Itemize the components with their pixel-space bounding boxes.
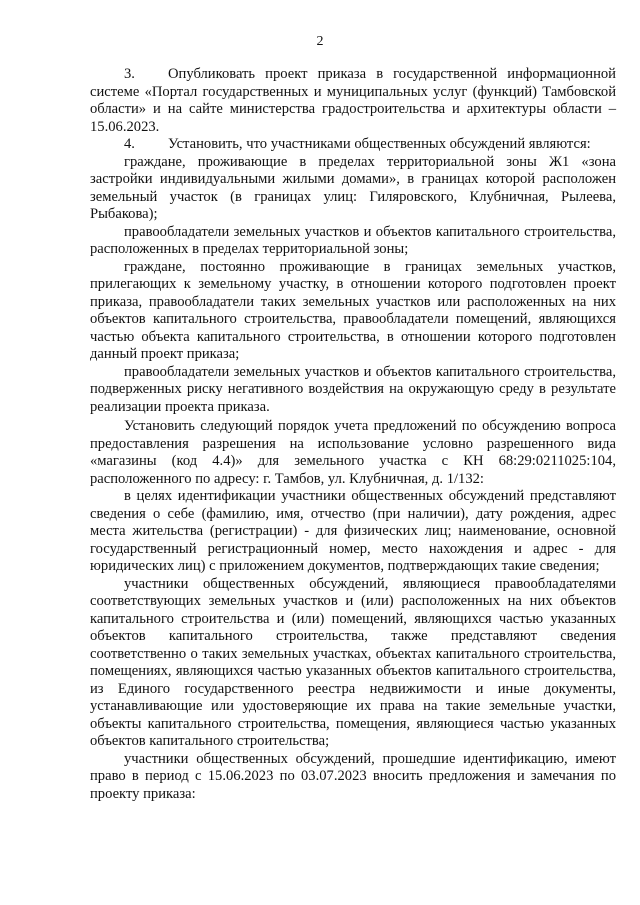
participants-residents: граждане, проживающие в пределах территориальной зоны Ж1 «зона застройки индивидуальными жилыми домами», в границах которой расположен земельный участок (в границах улиц: Гиляровского, Клубничная, Рылеева, Рыбакова); <box>90 153 616 222</box>
participants-adjacent: граждане, постоянно проживающие в границах земельных участков, прилегающих к земельному участку, в отношении которого подготовлен проект приказа, правообладатели таких земельных участков или расположенных на них объектов капитального строительства, правообладатели помещений, являющихся частью объекта капитального строительства, в отношении которого подготовлен данный проект приказа; <box>90 258 616 362</box>
participants-owners-zone: правообладатели земельных участков и объектов капитального строительства, расположенных в пределах территориальной зоны; <box>90 223 616 257</box>
submission-period: участники общественных обсуждений, прошедшие идентификацию, имеют право в период с 15.06.2023 по 03.07.2023 вносить предложения и замечания по проекту приказа: <box>90 750 616 802</box>
paragraph-text: Опубликовать проект приказа в государственной информационной системе «Портал государственных и муниципальных услуг (функций) Тамбовской области» и на сайте министерства градостроительства и архитектуры области – 15.06.2023. <box>90 66 616 135</box>
identification-info: в целях идентификации участники общественных обсуждений представляют сведения о себе (фамилию, имя, отчество (при наличии), дату рождения, адрес места жительства (регистрации) - для физических лиц; наименование, основной государственный регистрационный номер, место нахождения и адрес - для юридических лиц) с приложением документов, подтверждающих такие сведения; <box>90 488 616 574</box>
page-number: 2 <box>316 34 324 49</box>
item-number: 4. <box>124 136 135 152</box>
paragraph-text: Установить, что участниками общественных обсуждений являются: <box>168 136 591 152</box>
paragraph-3 <box>90 66 616 136</box>
item-number: 3. <box>124 66 135 82</box>
document-body <box>90 66 616 803</box>
paragraph-4 <box>90 136 616 154</box>
procedure-intro: Установить следующий порядок учета предложений по обсуждению вопроса предоставления разрешения на использование условно разрешенного вида «магазины (код 4.4)» для земельного участка с КН 68:29:0211025:104, расположенного по адресу: г. Тамбов, ул. Клубничная, д. 1/132: <box>90 418 616 487</box>
participants-risk: правообладатели земельных участков и объектов капитального строительства, подверженных риску негативного воздействия на окружающую среду в результате реализации проекта приказа. <box>90 363 616 415</box>
owners-documents: участники общественных обсуждений, являющиеся правообладателями соответствующих земельных участков и (или) расположенных на них объектов капитального строительства и (или) помещений, являющихся частью указанных объектов капитального строительства, также представляют сведения соответственно о таких земельных участках, объектах капитального строительства, помещениях, являющихся частью указанных объектов капитального строительства, из Единого государственного реестра недвижимости и иные документы, устанавливающие или удостоверяющие их права на такие земельные участки, объекты капитального строительства, помещения, являющиеся частью указанных объектов капитального строительства; <box>90 575 616 749</box>
